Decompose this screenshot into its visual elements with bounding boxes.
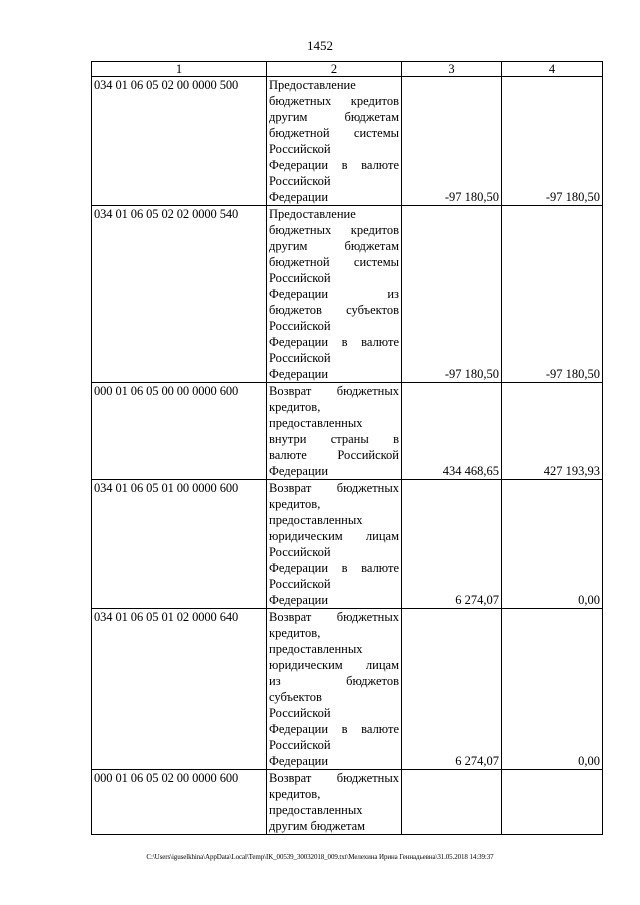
description-line: предоставленных [269, 416, 363, 430]
description-cell [267, 77, 402, 206]
description-line: Федерации [269, 593, 329, 607]
description-line: предоставленных [269, 513, 363, 527]
amount-col-4-cell: -97 180,50 [502, 206, 603, 383]
description-cell [267, 609, 402, 770]
description-line: кредитов, [269, 400, 321, 414]
amount-col-3-cell [402, 770, 502, 835]
description-line: Возврат бюджетных [269, 771, 399, 785]
header-col-2: 2 [267, 62, 402, 77]
description-line: Федерации [269, 367, 329, 381]
description-line: бюджетной системы [269, 255, 399, 269]
description-cell [267, 206, 402, 383]
description-line: Федерации в валюте [269, 722, 399, 736]
description-line: Российской [269, 577, 331, 591]
description-line: Федерации в валюте [269, 561, 399, 575]
description-line: Российской [269, 271, 331, 285]
table-row [92, 770, 603, 835]
amount-col-4-cell [502, 770, 603, 835]
description-line: Возврат бюджетных [269, 384, 399, 398]
file-path-footer: C:\Users\iguselkhina\AppData\Local\Temp\IK_00539_30032018_009.txt\Мелехина Ирина Геннадьевна\31.05.2018 14:39:37 [146, 853, 494, 861]
description-line: кредитов, [269, 626, 321, 640]
description-line: другим бюджетам [269, 819, 366, 833]
budget-code-cell: 034 01 06 05 02 02 0000 540 [92, 206, 267, 383]
amount-col-3-cell: 434 468,65 [402, 383, 502, 480]
description-line: предоставленных [269, 803, 363, 817]
description-line: Федерации [269, 754, 329, 768]
budget-code-cell: 034 01 06 05 01 00 0000 600 [92, 480, 267, 609]
header-col-4: 4 [502, 62, 603, 77]
table-row [92, 480, 603, 609]
table-row [92, 77, 603, 206]
header-col-3: 3 [402, 62, 502, 77]
description-line: из бюджетов [269, 674, 399, 688]
description-line: бюджетных кредитов [269, 94, 399, 108]
amount-col-4-cell: -97 180,50 [502, 77, 603, 206]
description-line: другим бюджетам [269, 239, 399, 253]
budget-table [91, 61, 603, 835]
description-line: Российской [269, 351, 331, 365]
description-line: Российской [269, 142, 331, 156]
table-row [92, 609, 603, 770]
description-line: Предоставление [269, 78, 356, 92]
description-line: Федерации из [269, 287, 399, 301]
budget-code-cell: 000 01 06 05 00 00 0000 600 [92, 383, 267, 480]
budget-code-cell: 034 01 06 05 01 02 0000 640 [92, 609, 267, 770]
amount-col-4-cell: 427 193,93 [502, 383, 603, 480]
description-line: Российской [269, 545, 331, 559]
header-row [92, 62, 603, 77]
description-line: кредитов, [269, 497, 321, 511]
description-line: Возврат бюджетных [269, 481, 399, 495]
description-line: Федерации [269, 464, 329, 478]
description-line: Федерации в валюте [269, 158, 399, 172]
amount-col-3-cell: -97 180,50 [402, 77, 502, 206]
page-number: 1452 [307, 38, 333, 53]
amount-col-3-cell: 6 274,07 [402, 609, 502, 770]
description-line: внутри страны в [269, 432, 399, 446]
description-line: Российской [269, 738, 331, 752]
description-cell [267, 770, 402, 835]
description-line: субъектов [269, 690, 322, 704]
description-line: бюджетной системы [269, 126, 399, 140]
table-body [92, 77, 603, 835]
description-line: кредитов, [269, 787, 321, 801]
amount-col-4-cell: 0,00 [502, 480, 603, 609]
amount-col-3-cell: -97 180,50 [402, 206, 502, 383]
description-line: валюте Российской [269, 448, 399, 462]
description-line: Предоставление [269, 207, 356, 221]
description-line: Федерации [269, 190, 329, 204]
description-line: Российской [269, 174, 331, 188]
table-row [92, 206, 603, 383]
description-cell [267, 383, 402, 480]
header-col-1: 1 [92, 62, 267, 77]
description-line: бюджетов субъектов [269, 303, 399, 317]
description-line: другим бюджетам [269, 110, 399, 124]
amount-col-3-cell: 6 274,07 [402, 480, 502, 609]
description-cell [267, 480, 402, 609]
description-line: Возврат бюджетных [269, 610, 399, 624]
description-line: предоставленных [269, 642, 363, 656]
description-line: Российской [269, 319, 331, 333]
description-line: Федерации в валюте [269, 335, 399, 349]
amount-col-4-cell: 0,00 [502, 609, 603, 770]
description-line: юридическим лицам [269, 529, 399, 543]
table-row [92, 383, 603, 480]
budget-code-cell: 000 01 06 05 02 00 0000 600 [92, 770, 267, 835]
budget-code-cell: 034 01 06 05 02 00 0000 500 [92, 77, 267, 206]
description-line: бюджетных кредитов [269, 223, 399, 237]
description-line: юридическим лицам [269, 658, 399, 672]
description-line: Российской [269, 706, 331, 720]
